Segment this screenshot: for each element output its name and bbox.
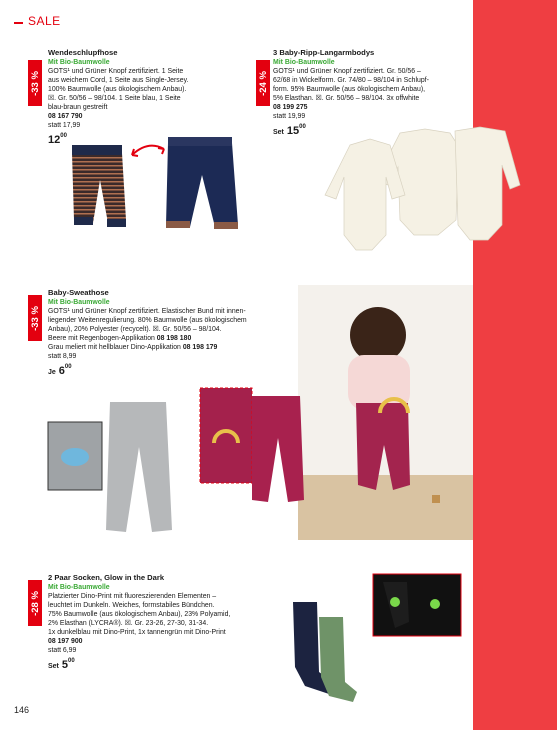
product-title: 3 Baby-Ripp-Langarmbodys (273, 48, 375, 57)
discount-badge: -33 % (28, 60, 42, 106)
variant-line: Grau meliert mit hellblauer Dino-Applikation 08 198 179 (48, 343, 218, 351)
pants-reversible-image (60, 135, 260, 245)
price: $12^{00}$ (48, 133, 67, 147)
price: Set $15^{00}$ (273, 124, 306, 138)
description-line: 100% Baumwolle (aus ökologischem Anbau). (48, 85, 187, 93)
sale-marker (14, 22, 23, 24)
product-material: Mit Bio-Baumwolle (273, 58, 335, 66)
child-photo (298, 285, 473, 540)
description-line: Anbau), 20% Polyester (recycelt). ☒. Gr. 50/56 – 98/104. (48, 325, 222, 333)
old-price: statt 6,99 (48, 647, 77, 655)
description-line: 1x dunkelblau mit Dino-Print, 1x tannengrün mit Dino-Print (48, 628, 226, 636)
old-price: statt 19,99 (273, 113, 306, 121)
description-line: leuchtet im Dunkeln. Weiches, formstabiles Bündchen. (48, 601, 215, 609)
description-line: aus weichem Cord, 1 Seite aus Single-Jersey. (48, 76, 189, 84)
page-number: 146 (14, 705, 30, 715)
product-wendeschlupfhose (48, 48, 263, 145)
decorative-red-bar (473, 0, 557, 730)
description-line: GOTS¹ und Grüner Knopf zertifiziert. 1 Seite (48, 67, 184, 75)
product-socken (48, 573, 288, 671)
bodysuits-image (330, 125, 520, 270)
description-line: 62/68 in Wickelform. Gr. 74/80 – 98/104 in Schlupf- (273, 76, 429, 84)
product-baby-sweathose (48, 288, 288, 377)
discount-badge: -24 % (256, 60, 270, 106)
description-line: 75% Baumwolle (aus ökologischem Anbau), 23% Polyamid, (48, 610, 231, 618)
description-line: GOTS¹ und Grüner Knopf zertifiziert. Elastischer Bund mit innen- (48, 307, 246, 315)
description-line: 2% Elasthan (LYCRA®). ☒. Gr. 23-26, 27-30, 31-34. (48, 619, 209, 627)
discount-badge: -33 % (28, 295, 42, 341)
socks-image (285, 572, 465, 707)
product-title: Baby-Sweathose (48, 288, 109, 297)
description-line: blau-braun gestreift (48, 103, 108, 111)
product-title: Wendeschlupfhose (48, 48, 118, 57)
description-line: ☒. Gr. 50/56 – 98/104. 1 Seite blau, 1 Seite (48, 94, 181, 102)
section-title: SALE (28, 14, 61, 28)
product-material: Mit Bio-Baumwolle (48, 58, 110, 66)
description-line: form. 95% Baumwolle (aus ökologischem Anbau), (273, 85, 426, 93)
price: Set $5^{00}$ (48, 658, 75, 672)
price: Je $6^{00}$ (48, 364, 72, 378)
product-langarmbodys (273, 48, 473, 137)
article-number: 08 199 275 (273, 103, 308, 111)
product-material: Mit Bio-Baumwolle (48, 583, 110, 591)
description-line: GOTS¹ und Grüner Knopf zertifiziert. Gr. 50/56 – (273, 67, 421, 75)
description-line: Platzierter Dino-Print mit fluoreszierenden Elementen – (48, 592, 217, 600)
article-number: 08 167 790 (48, 113, 83, 121)
product-title: 2 Paar Socken, Glow in the Dark (48, 573, 165, 582)
old-price: statt 17,99 (48, 122, 81, 130)
description-line: liegender Weitenregulierung. 80% Baumwolle (aus ökologischem (48, 316, 247, 324)
description-line: 5% Elasthan. ☒. Gr. 50/56 – 98/104. 3x offwhite (273, 94, 420, 102)
discount-badge: -28 % (28, 580, 42, 626)
grey-pants-image (48, 392, 193, 537)
variant-line: Beere mit Regenbogen-Applikation 08 198 180 (48, 334, 192, 342)
product-material: Mit Bio-Baumwolle (48, 298, 110, 306)
old-price: statt 8,99 (48, 353, 77, 361)
article-number: 08 197 900 (48, 638, 83, 646)
berry-pants-image (200, 388, 300, 503)
